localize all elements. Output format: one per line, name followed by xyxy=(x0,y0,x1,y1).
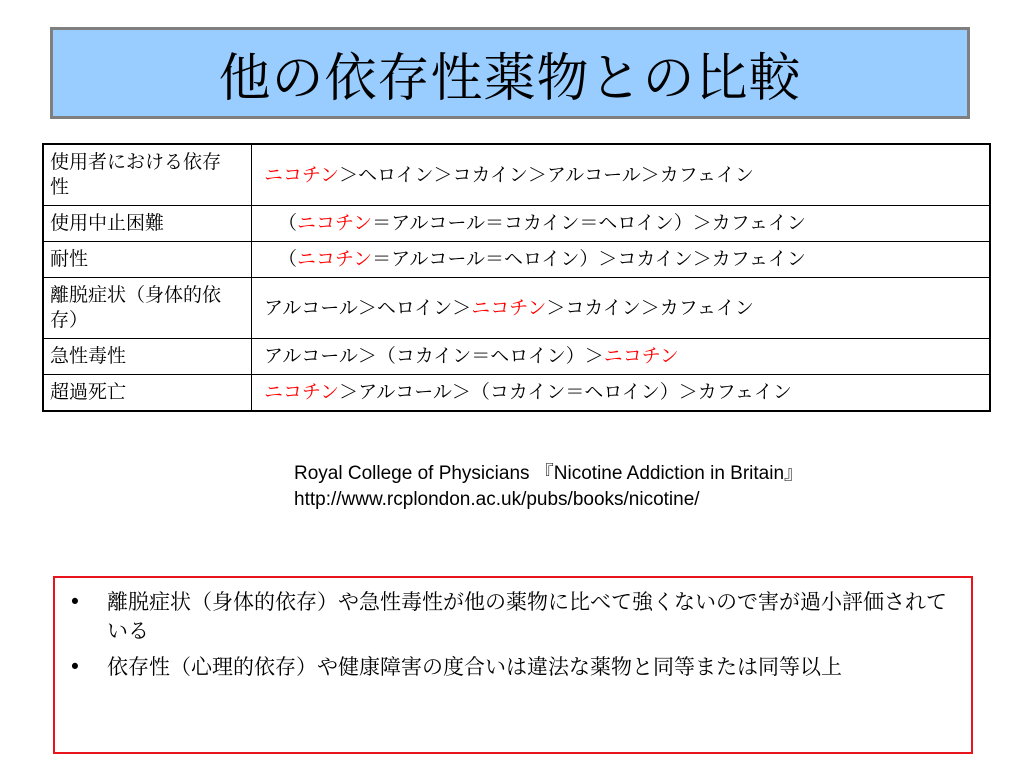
row-label-acute-toxicity xyxy=(43,339,252,375)
title-box xyxy=(50,27,970,119)
table-row xyxy=(43,144,990,206)
bullet-icon: • xyxy=(68,590,82,614)
bullet-icon: • xyxy=(68,655,82,679)
nicotine-highlight: ニコチン xyxy=(603,345,679,367)
nicotine-highlight: ニコチン xyxy=(297,212,373,234)
row-label-dependence xyxy=(43,144,252,206)
table-row xyxy=(43,375,990,412)
citation-text: Royal College of Physicians 『Nicotine Addiction in Britain』 xyxy=(294,463,804,484)
row-label-text: 耐性 xyxy=(50,248,89,270)
row-value-excess-deaths xyxy=(252,375,991,412)
row-value-tolerance xyxy=(252,242,991,278)
list-item xyxy=(65,653,953,682)
nicotine-highlight: ニコチン xyxy=(264,163,340,186)
ranking-text: ＞コカイン＞カフェイン xyxy=(546,296,754,319)
table-row xyxy=(43,278,990,339)
row-label-text: 急性毒性 xyxy=(50,345,127,367)
ranking-text: ＝アルコール＝コカイン＝ヘロイン）＞カフェイン xyxy=(372,212,806,234)
row-label-tolerance xyxy=(43,242,252,278)
ranking-text: ＝アルコール＝ヘロイン）＞コカイン＞カフェイン xyxy=(372,248,806,270)
row-label-text: 離脱症状（身体的依存） xyxy=(50,284,222,331)
ranking-text: アルコール＞（コカイン＝ヘロイン）＞ xyxy=(264,345,604,367)
row-label-text: 超過死亡 xyxy=(50,381,127,403)
table-row xyxy=(43,242,990,278)
ranking-text: （ xyxy=(278,212,298,234)
source-url: http://www.rcplondon.ac.uk/pubs/books/nicotine/ xyxy=(294,489,700,510)
row-label-excess-deaths xyxy=(43,375,252,412)
source-citation xyxy=(294,461,803,513)
ranking-text: （ xyxy=(278,248,298,270)
row-label-text: 使用者における依存性 xyxy=(50,151,222,198)
notes-box xyxy=(53,576,973,754)
row-label-text: 使用中止困難 xyxy=(50,212,165,234)
note-text: 離脱症状（身体的依存）や急性毒性が他の薬物に比べて強くないので害が過小評価されている xyxy=(107,590,947,643)
notes-list xyxy=(65,588,953,682)
nicotine-highlight: ニコチン xyxy=(264,381,340,403)
page-title: 他の依存性薬物との比較 xyxy=(218,48,802,109)
table-row xyxy=(43,339,990,375)
row-value-acute-toxicity xyxy=(252,339,991,375)
row-value-cessation xyxy=(252,206,991,242)
comparison-table xyxy=(42,143,991,412)
ranking-text: アルコール＞ヘロイン＞ xyxy=(264,296,472,319)
row-label-withdrawal xyxy=(43,278,252,339)
list-item xyxy=(65,588,953,646)
nicotine-highlight: ニコチン xyxy=(471,296,547,319)
row-value-withdrawal xyxy=(252,278,991,339)
table-row xyxy=(43,206,990,242)
row-value-dependence xyxy=(252,144,991,206)
nicotine-highlight: ニコチン xyxy=(297,248,373,270)
note-text: 依存性（心理的依存）や健康障害の度合いは違法な薬物と同等または同等以上 xyxy=(107,655,842,679)
ranking-text: ＞アルコール＞（コカイン＝ヘロイン）＞カフェイン xyxy=(339,381,792,403)
row-label-cessation xyxy=(43,206,252,242)
ranking-text: ＞ヘロイン＞コカイン＞アルコール＞カフェイン xyxy=(339,163,754,186)
